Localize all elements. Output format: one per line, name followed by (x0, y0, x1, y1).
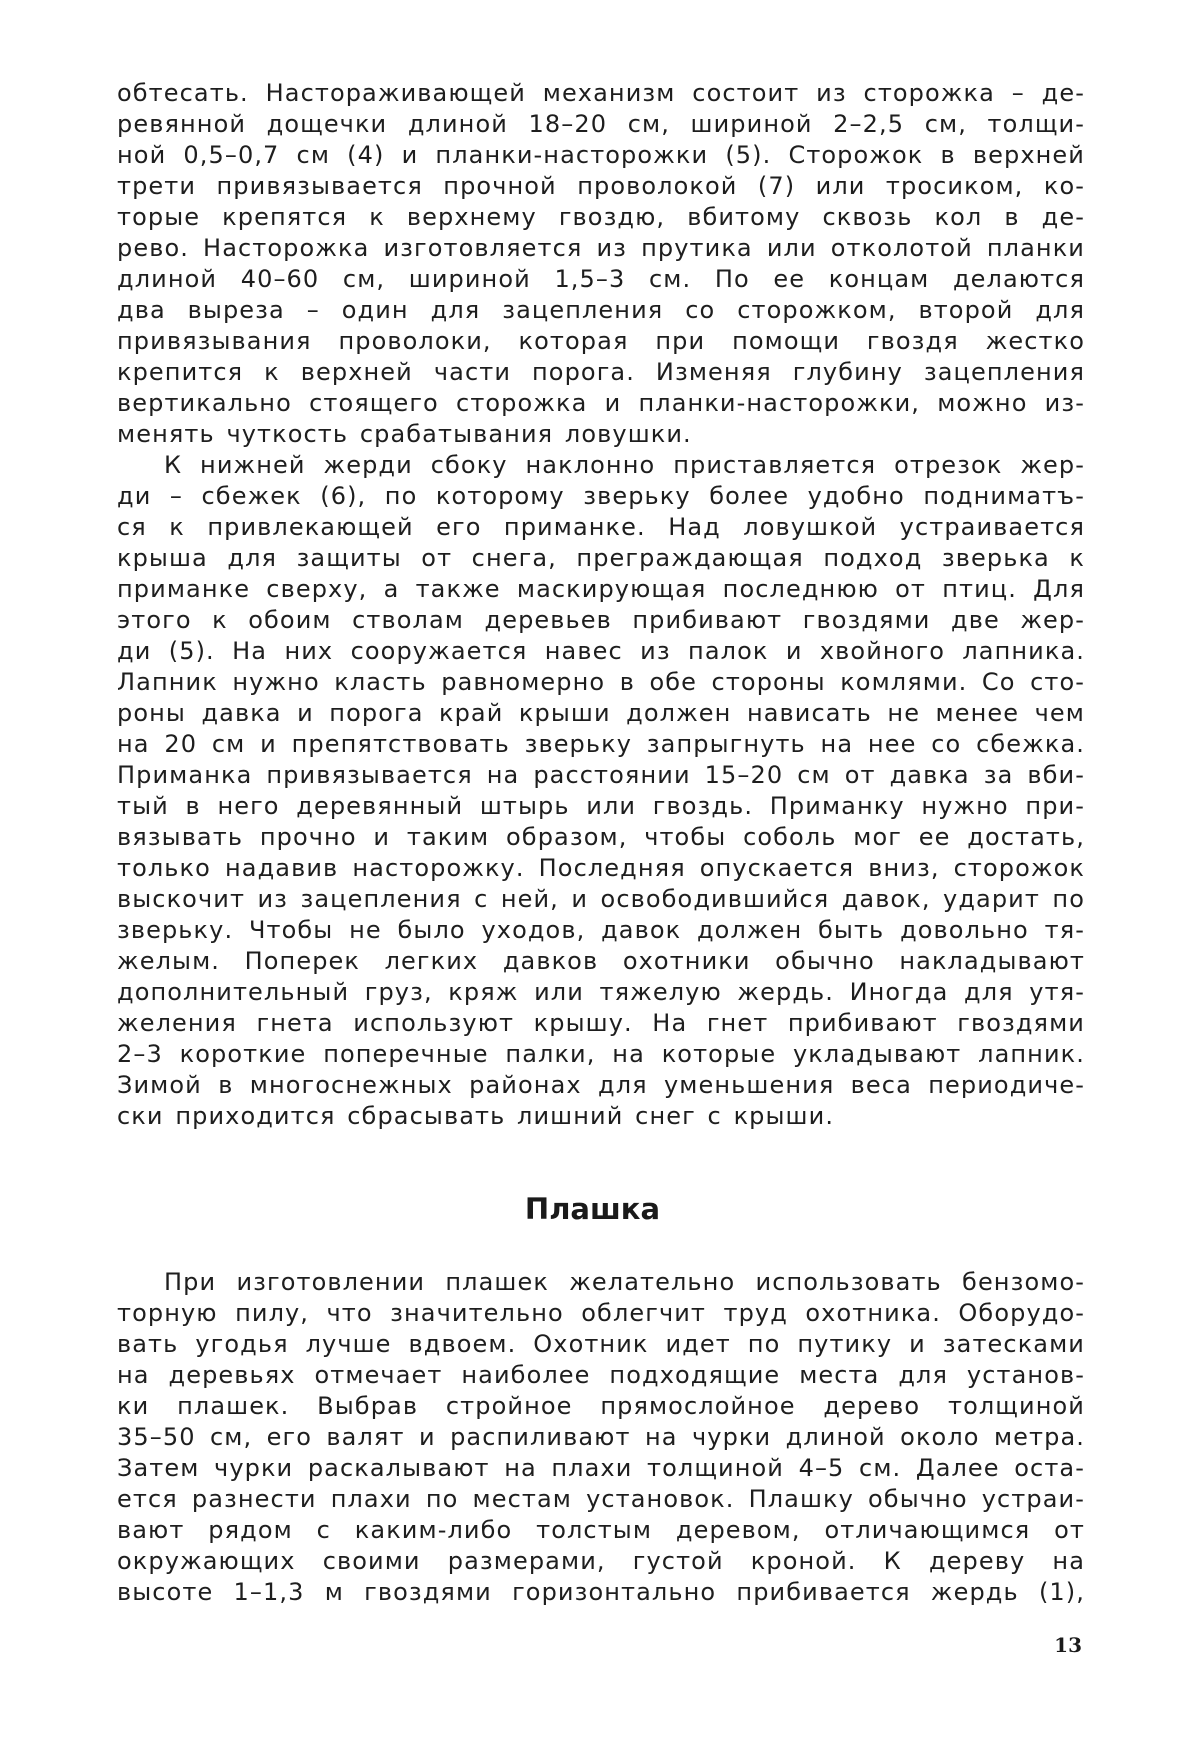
text-line: окружающих своими размерами, густой кроной. К дереву на (117, 1547, 1085, 1575)
text-line: ся к привлекающей его приманке. Над ловушкой устраивается (117, 513, 1085, 541)
text-line: менять чуткость срабатывания ловушки. (117, 420, 692, 448)
text-line: только надавив насторожку. Последняя опускается вниз, сторожок (117, 854, 1085, 882)
text-line: вязывать прочно и таким образом, чтобы соболь мог ее достать, (117, 823, 1085, 851)
text-line: Зимой в многоснежных районах для уменьшения веса периодиче- (117, 1071, 1085, 1099)
text-line: Затем чурки раскалывают на плахи толщиной 4–5 см. Далее оста- (117, 1454, 1085, 1482)
text-line: высоте 1–1,3 м гвоздями горизонтально прибивается жердь (1), (117, 1578, 1085, 1606)
text-line: 35–50 см, его валят и распиливают на чурки длиной около метра. (117, 1423, 1085, 1451)
text-line: вают рядом с каким-либо толстым деревом, отличающимся от (117, 1516, 1085, 1544)
text-line: тый в него деревянный штырь или гвоздь. Приманку нужно при- (117, 792, 1085, 820)
text-line: ди (5). На них сооружается навес из палок и хвойного лапника. (117, 637, 1085, 665)
text-line: рево. Насторожка изготовляется из прутика или отколотой планки (117, 234, 1085, 262)
text-line: зверьку. Чтобы не было уходов, давок должен быть довольно тя- (117, 916, 1085, 944)
text-line: два выреза – один для зацепления со сторожком, второй для (117, 296, 1085, 324)
text-line: желым. Поперек легких давков охотники обычно накладывают (117, 947, 1085, 975)
text-line: При изготовлении плашек желательно использовать бензомо- (164, 1268, 1085, 1296)
text-line: торную пилу, что значительно облегчит труд охотника. Оборудо- (117, 1299, 1085, 1327)
page-number: 13 (1054, 1633, 1082, 1657)
text-line: приманке сверху, а также маскирующая последнюю от птиц. Для (117, 575, 1085, 603)
text-line: Приманка привязывается на расстоянии 15–20 см от давка за вби- (117, 761, 1085, 789)
text-line: 2–3 короткие поперечные палки, на которые укладывают лапник. (117, 1040, 1085, 1068)
text-line: ной 0,5–0,7 см (4) и планки-насторожки (5). Сторожок в верхней (117, 141, 1085, 169)
paragraph-roof-and-bait (117, 450, 1085, 1132)
text-line: на 20 см и препятствовать зверьку запрыгнуть на нее со сбежка. (117, 730, 1085, 758)
text-line: на деревьях отмечает наиболее подходящие места для установ- (117, 1361, 1085, 1389)
text-line: обтесать. Настораживающей механизм состоит из сторожка – де- (117, 79, 1085, 107)
text-line: вертикально стоящего сторожка и планки-насторожки, можно из- (117, 389, 1085, 417)
text-line: ки плашек. Выбрав стройное прямослойное дерево толщиной (117, 1392, 1085, 1420)
text-line: желения гнета используют крышу. На гнет прибивают гвоздями (117, 1009, 1085, 1037)
text-line: этого к обоим стволам деревьев прибивают гвоздями две жер- (117, 606, 1085, 634)
text-line: ревянной дощечки длиной 18–20 см, шириной 2–2,5 см, толщи- (117, 110, 1085, 138)
text-line: выскочит из зацепления с ней, и освободившийся давок, ударит по (117, 885, 1085, 913)
text-line: ски приходится сбрасывать лишний снег с крыши. (117, 1102, 835, 1130)
text-line: К нижней жерди сбоку наклонно приставляется отрезок жер- (164, 451, 1085, 479)
text-line: роны давка и порога край крыши должен нависать не менее чем (117, 699, 1085, 727)
text-line: крыша для защиты от снега, преграждающая подход зверька к (117, 544, 1085, 572)
text-line: длиной 40–60 см, шириной 1,5–3 см. По ее концам делаются (117, 265, 1085, 293)
paragraph-trap-trigger (117, 78, 1085, 450)
text-line: дополнительный груз, кряж или тяжелую жердь. Иногда для утя- (117, 978, 1085, 1006)
text-line: ется разнести плахи по местам установок. Плашку обычно устраи- (117, 1485, 1085, 1513)
text-line: крепится к верхней части порога. Изменяя глубину зацепления (117, 358, 1085, 386)
text-line: трети привязывается прочной проволокой (7) или тросиком, ко- (117, 172, 1085, 200)
text-line: вать угодья лучше вдвоем. Охотник идет по путику и затесками (117, 1330, 1085, 1358)
text-line: торые крепятся к верхнему гвоздю, вбитому сквозь кол в де- (117, 203, 1085, 231)
text-line: привязывания проволоки, которая при помощи гвоздя жестко (117, 327, 1085, 355)
paragraph-plashka (117, 1267, 1085, 1608)
section-heading: Плашка (524, 1192, 661, 1226)
text-line: ди – сбежек (6), по которому зверьку более удобно подниматъ- (117, 482, 1085, 510)
text-line: Лапник нужно класть равномерно в обе стороны комлями. Со сто- (117, 668, 1085, 696)
